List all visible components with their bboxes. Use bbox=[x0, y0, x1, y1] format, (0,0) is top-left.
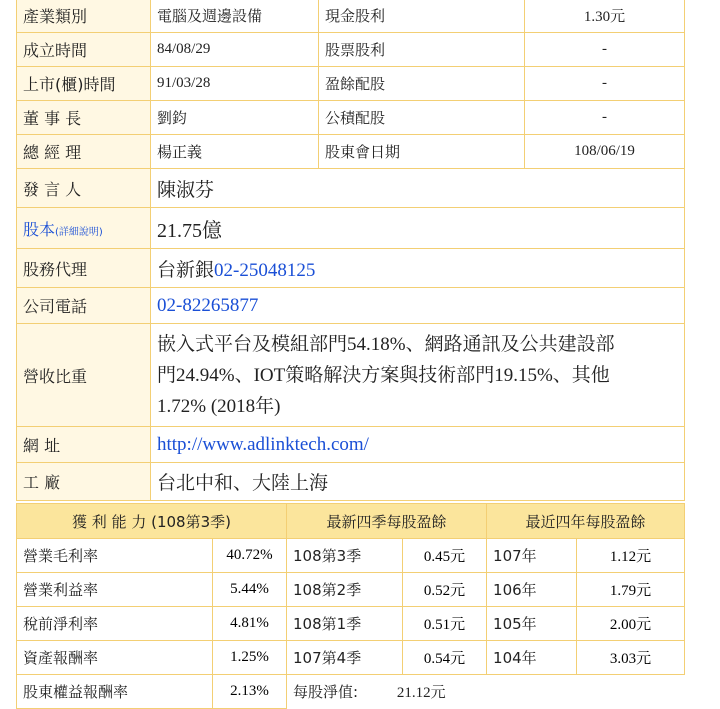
founded-label: 成立時間 bbox=[17, 33, 151, 67]
ratio-value: 5.44% bbox=[213, 573, 287, 607]
listed-value: 91/03/28 bbox=[151, 67, 319, 101]
factory-value: 台北中和、大陸上海 bbox=[151, 463, 685, 501]
agent-label: 股務代理 bbox=[17, 249, 151, 288]
profit-header-row bbox=[17, 504, 685, 539]
info-row-revenue bbox=[17, 324, 685, 427]
cash-dividend-label: 現金股利 bbox=[319, 0, 525, 33]
revenue-cell bbox=[151, 324, 685, 427]
year-label: 104年 bbox=[487, 641, 577, 675]
reserve-dist-label: 公積配股 bbox=[319, 101, 525, 135]
info-row-website bbox=[17, 427, 685, 463]
info-row-capital bbox=[17, 208, 685, 249]
quarterly-eps-header: 最新四季每股盈餘 bbox=[287, 504, 487, 539]
info-row-chairman bbox=[17, 101, 685, 135]
quarter-label: 108第2季 bbox=[287, 573, 403, 607]
agent-cell bbox=[151, 249, 685, 288]
industry-label: 產業類別 bbox=[17, 0, 151, 33]
revenue-line-1: 嵌入式平台及模組部門54.18%、網路通訊及公共建設部 bbox=[157, 333, 615, 355]
ratio-value: 1.25% bbox=[213, 641, 287, 675]
roe-label: 股東權益報酬率 bbox=[17, 675, 213, 709]
capital-cell bbox=[17, 208, 151, 249]
chairman-label: 董 事 長 bbox=[17, 101, 151, 135]
capital-link[interactable]: 股本 bbox=[23, 219, 56, 239]
factory-label: 工 廠 bbox=[17, 463, 151, 501]
listed-label: 上市(櫃)時間 bbox=[17, 67, 151, 101]
capital-value: 21.75億 bbox=[151, 208, 685, 249]
revenue-line-3: 1.72% (2018年) bbox=[157, 395, 281, 417]
year-label: 105年 bbox=[487, 607, 577, 641]
year-eps: 1.79元 bbox=[577, 573, 685, 607]
agent-phone-link[interactable]: 02-25048125 bbox=[214, 259, 316, 281]
info-row-industry bbox=[17, 0, 685, 33]
chairman-value: 劉鈞 bbox=[151, 101, 319, 135]
phone-link[interactable]: 02-82265877 bbox=[151, 288, 685, 324]
ratio-value: 4.81% bbox=[213, 607, 287, 641]
table-row bbox=[17, 539, 685, 573]
meeting-value: 108/06/19 bbox=[525, 135, 685, 169]
stock-dividend-value: - bbox=[525, 33, 685, 67]
info-row-phone bbox=[17, 288, 685, 324]
profitability-table bbox=[16, 503, 685, 709]
agent-name: 台新銀 bbox=[157, 258, 215, 281]
year-eps: 3.03元 bbox=[577, 641, 685, 675]
profitability-header: 獲 利 能 力 (108第3季) bbox=[17, 504, 287, 539]
stock-dividend-label: 股票股利 bbox=[319, 33, 525, 67]
quarter-eps: 0.52元 bbox=[403, 573, 487, 607]
table-row bbox=[17, 573, 685, 607]
year-eps: 1.12元 bbox=[577, 539, 685, 573]
quarter-label: 107第4季 bbox=[287, 641, 403, 675]
phone-label: 公司電話 bbox=[17, 288, 151, 324]
quarter-eps: 0.45元 bbox=[403, 539, 487, 573]
capital-detail-link[interactable]: (詳細說明) bbox=[55, 226, 103, 238]
website-label: 網 址 bbox=[17, 427, 151, 463]
gm-value: 楊正義 bbox=[151, 135, 319, 169]
meeting-label: 股東會日期 bbox=[319, 135, 525, 169]
year-label: 106年 bbox=[487, 573, 577, 607]
ratio-value: 40.72% bbox=[213, 539, 287, 573]
ratio-label: 資產報酬率 bbox=[17, 641, 213, 675]
nav-cell bbox=[287, 675, 685, 709]
website-link[interactable]: http://www.adlinktech.com/ bbox=[151, 427, 685, 463]
company-info-table bbox=[16, 0, 685, 501]
revenue-label: 營收比重 bbox=[17, 324, 151, 427]
info-row-agent bbox=[17, 249, 685, 288]
quarter-eps: 0.51元 bbox=[403, 607, 487, 641]
cash-dividend-value: 1.30元 bbox=[525, 0, 685, 33]
annual-eps-header: 最近四年每股盈餘 bbox=[487, 504, 685, 539]
year-label: 107年 bbox=[487, 539, 577, 573]
table-row bbox=[17, 675, 685, 709]
quarter-eps: 0.54元 bbox=[403, 641, 487, 675]
info-row-listed bbox=[17, 67, 685, 101]
ratio-label: 營業利益率 bbox=[17, 573, 213, 607]
table-row bbox=[17, 607, 685, 641]
earnings-dist-label: 盈餘配股 bbox=[319, 67, 525, 101]
info-row-gm bbox=[17, 135, 685, 169]
spokesperson-label: 發 言 人 bbox=[17, 169, 151, 208]
quarter-label: 108第1季 bbox=[287, 607, 403, 641]
table-row bbox=[17, 641, 685, 675]
ratio-label: 營業毛利率 bbox=[17, 539, 213, 573]
year-eps: 2.00元 bbox=[577, 607, 685, 641]
earnings-dist-value: - bbox=[525, 67, 685, 101]
founded-value: 84/08/29 bbox=[151, 33, 319, 67]
gm-label: 總 經 理 bbox=[17, 135, 151, 169]
ratio-label: 稅前淨利率 bbox=[17, 607, 213, 641]
spokesperson-value: 陳淑芬 bbox=[151, 169, 685, 208]
reserve-dist-value: - bbox=[525, 101, 685, 135]
info-row-spokesperson bbox=[17, 169, 685, 208]
quarter-label: 108第3季 bbox=[287, 539, 403, 573]
nav-value: 21.12元 bbox=[396, 685, 446, 701]
nav-label: 每股淨值: bbox=[293, 683, 359, 701]
info-row-factory bbox=[17, 463, 685, 501]
revenue-line-2: 門24.94%、IOT策略解決方案與技術部門19.15%、其他 bbox=[157, 364, 610, 386]
roe-value: 2.13% bbox=[213, 675, 287, 709]
info-row-founded bbox=[17, 33, 685, 67]
industry-value: 電腦及週邊設備 bbox=[151, 0, 319, 33]
